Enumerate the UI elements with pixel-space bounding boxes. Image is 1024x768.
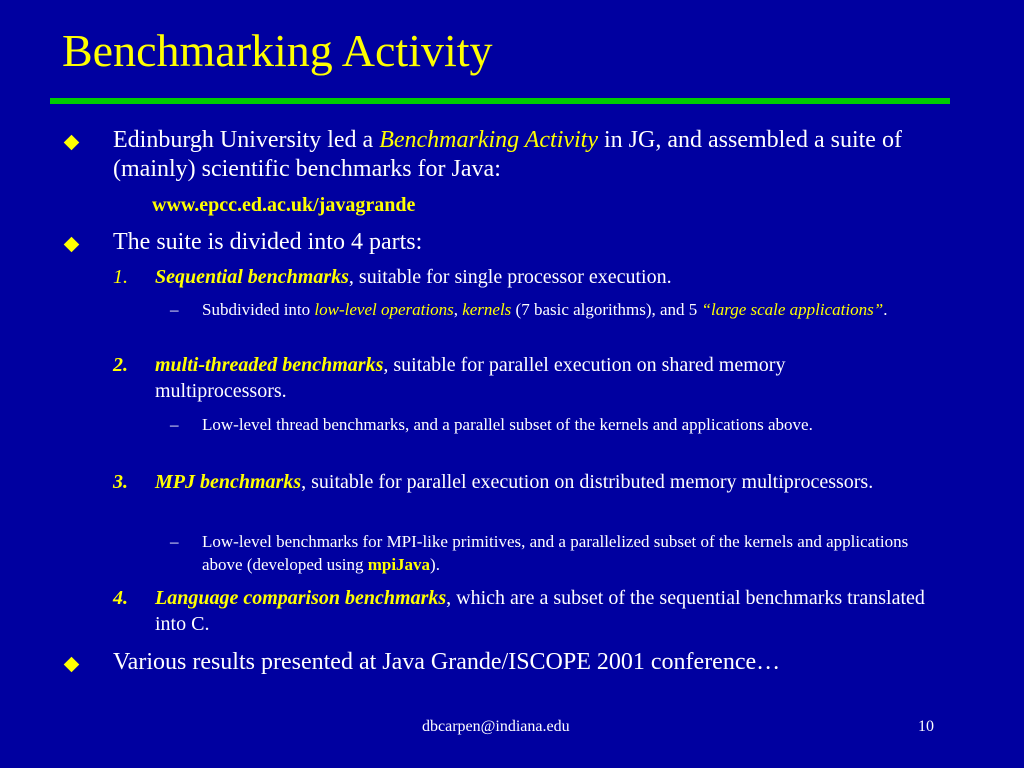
sub-large-scale: “large scale applications” <box>701 300 884 319</box>
item-mpj-rest: , suitable for parallel execution on distributed memory multiprocessors. <box>301 471 874 493</box>
bullet-edinburgh-pre: Edinburgh University led a <box>113 127 380 153</box>
sub-sep: , <box>453 300 463 319</box>
item-number-1: 1. <box>113 266 128 288</box>
diamond-bullet-icon <box>64 657 80 673</box>
dash-marker: – <box>170 300 179 319</box>
item-multithreaded-rest: , suitable for parallel execution on shared memory multiprocessors. <box>155 354 786 402</box>
item-number-2: 2. <box>113 354 128 376</box>
item-sequential-name: Sequential benchmarks <box>155 266 349 288</box>
item-number-3: 3. <box>113 471 128 493</box>
page-number: 10 <box>918 718 934 735</box>
bullet-results: Various results presented at Java Grande/ISCOPE 2001 conference… <box>113 649 781 675</box>
sub-post: . <box>883 300 888 319</box>
bullet-edinburgh <box>113 126 953 184</box>
sub-kernels: kernels <box>462 300 512 319</box>
item-language-comparison-rest: , which are a subset of the sequential benchmarks translated into C. <box>155 587 925 635</box>
item-language-comparison <box>155 585 925 637</box>
diamond-bullet-icon <box>64 237 80 253</box>
item-sequential <box>155 264 945 290</box>
javagrande-url[interactable]: www.epcc.ed.ac.uk/javagrande <box>152 194 416 216</box>
sub-sequential <box>202 298 942 321</box>
item-multithreaded <box>155 352 895 404</box>
sub-mid: (7 basic algorithms), and 5 <box>511 300 702 319</box>
item-mpj-name: MPJ benchmarks <box>155 471 302 493</box>
sub-sequential-pre: Subdivided into <box>202 300 315 319</box>
sub-lowlevel-ops: low-level operations <box>314 300 454 319</box>
item-mpj <box>155 469 925 495</box>
dash-marker: – <box>170 415 179 434</box>
bullet-suite-parts: The suite is divided into 4 parts: <box>113 229 423 255</box>
sub-mpj-pre: Low-level benchmarks for MPI-like primitives, and a parallelized subset of the kernels and applications above (developed using <box>202 532 909 574</box>
diamond-bullet-icon <box>64 135 80 151</box>
sub-mpijava: mpiJava <box>367 555 431 574</box>
sub-mpj-post: ). <box>430 555 440 574</box>
footer-email: dbcarpen@indiana.edu <box>422 718 570 735</box>
sub-mpj <box>202 530 942 576</box>
item-language-comparison-name: Language comparison benchmarks <box>155 587 447 609</box>
bullet-edinburgh-emphasis: Benchmarking Activity <box>379 127 598 153</box>
dash-marker: – <box>170 532 179 551</box>
item-number-4: 4. <box>113 587 128 609</box>
bullet-edinburgh-post: in JG, and assembled a suite of (mainly) scientific benchmarks for Java: <box>113 127 902 182</box>
item-sequential-rest: , suitable for single processor execution. <box>348 266 672 288</box>
sub-multithreaded: Low-level thread benchmarks, and a parallel subset of the kernels and applications above. <box>202 415 813 434</box>
slide-title: Benchmarking Activity <box>62 25 493 76</box>
item-multithreaded-name: multi-threaded benchmarks <box>155 354 384 376</box>
title-underline <box>50 98 950 104</box>
